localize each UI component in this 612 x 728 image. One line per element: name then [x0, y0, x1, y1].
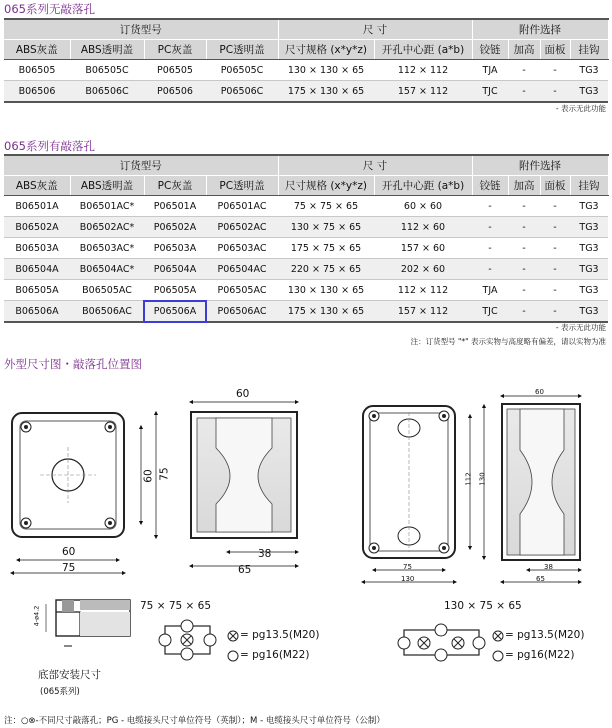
table-cell: TJA: [472, 60, 508, 81]
table-cell: TG3: [570, 196, 608, 217]
column-header: ABS透明盖: [70, 176, 144, 196]
column-header: 开孔中心距 (a*b): [374, 176, 472, 196]
group-header-order: 订货型号: [4, 155, 278, 176]
column-header: PC灰盖: [144, 40, 206, 60]
table-cell: TG3: [570, 259, 608, 280]
table-cell: 175 × 75 × 65: [278, 238, 374, 259]
legend-pg135-small: = pg13.5(M20): [240, 629, 320, 641]
table-cell: P06503AC: [206, 238, 278, 259]
column-header: 铰链: [472, 40, 508, 60]
base-mount-series: (065系列): [40, 687, 80, 697]
large-front-dim-75: 75: [403, 563, 412, 571]
base-mounting-detail: [46, 600, 130, 646]
column-header: 尺寸规格 (x*y*z): [278, 176, 374, 196]
table-cell: -: [540, 301, 570, 323]
table-cell: -: [472, 217, 508, 238]
table-cell: B06506C: [70, 81, 144, 103]
column-header: ABS透明盖: [70, 40, 144, 60]
table-cell: -: [540, 280, 570, 301]
table-cell: 220 × 75 × 65: [278, 259, 374, 280]
legend-pg16-small: = pg16(M22): [240, 649, 310, 661]
column-header: PC灰盖: [144, 176, 206, 196]
large-box-front-view: [363, 406, 484, 582]
large-box-side-view: [502, 396, 580, 582]
table-cell: B06501A: [4, 196, 70, 217]
knockout-diagram-large: [398, 624, 485, 661]
table-cell: -: [540, 259, 570, 280]
table-cell: P06506: [144, 81, 206, 103]
table-cell: B06506A: [4, 301, 70, 323]
table-cell: -: [508, 238, 540, 259]
table-cell: P06505: [144, 60, 206, 81]
table-cell: P06503A: [144, 238, 206, 259]
table-cell: TG3: [570, 238, 608, 259]
table-cell: 202 × 60: [374, 259, 472, 280]
column-header: 加高: [508, 176, 540, 196]
table-cell: 157 × 112: [374, 301, 472, 323]
table-cell: B06503A: [4, 238, 70, 259]
group-header-size: 尺 寸: [278, 19, 472, 40]
knockout-small-title: 75 × 75 × 65: [140, 600, 212, 612]
table-cell: -: [540, 217, 570, 238]
table-cell: -: [472, 238, 508, 259]
drawings-title: 外型尺寸图・敲落孔位置图: [4, 357, 142, 371]
table-cell: TJC: [472, 301, 508, 323]
column-header: 尺寸规格 (x*y*z): [278, 40, 374, 60]
small-box-front-view: [12, 413, 156, 573]
table-cell: 175 × 130 × 65: [278, 81, 374, 103]
table-cell: TG3: [570, 81, 608, 103]
base-mount-label: 底部安装尺寸: [38, 669, 101, 681]
table-cell: P06505A: [144, 280, 206, 301]
table-cell: 60 × 60: [374, 196, 472, 217]
table-cell: 112 × 112: [374, 280, 472, 301]
small-front-dim-height-outer: 75: [158, 467, 171, 481]
table-cell: B06502A: [4, 217, 70, 238]
table-cell: TG3: [570, 60, 608, 81]
table-cell: B06505AC: [70, 280, 144, 301]
highlighted-cell: P06506A: [144, 301, 206, 323]
large-side-dim-38: 38: [544, 563, 553, 571]
column-header: PC透明盖: [206, 40, 278, 60]
small-side-dim-38: 38: [258, 548, 272, 560]
table-cell: 157 × 60: [374, 238, 472, 259]
small-side-dim-65: 65: [238, 564, 252, 576]
table-cell: -: [508, 60, 540, 81]
column-header: 开孔中心距 (a*b): [374, 40, 472, 60]
group-header-accessories: 附件选择: [472, 155, 608, 176]
table-cell: P06502AC: [206, 217, 278, 238]
legend-pg16-large: = pg16(M22): [505, 649, 575, 661]
table-cell: P06504A: [144, 259, 206, 280]
knockout-large-title: 130 × 75 × 65: [444, 600, 522, 612]
legend-pg135-large: = pg13.5(M20): [505, 629, 585, 641]
group-header-order: 订货型号: [4, 19, 278, 40]
table-cell: TJC: [472, 81, 508, 103]
table-cell: 75 × 75 × 65: [278, 196, 374, 217]
table-cell: -: [540, 81, 570, 103]
column-header: 铰链: [472, 176, 508, 196]
large-front-dim-112: 112: [464, 472, 473, 486]
section2-note2: 注：订货型号 "*" 表示实物与高度略有偏差，请以实物为准: [410, 337, 606, 346]
column-header: 面板: [540, 40, 570, 60]
table-cell: B06504AC*: [70, 259, 144, 280]
base-hole-dim: 4-ø4.2: [32, 605, 41, 627]
table-cell: B06505: [4, 60, 70, 81]
large-front-dim-130: 130: [401, 575, 415, 583]
section1-title: 065系列无敲落孔: [4, 2, 95, 16]
column-header: ABS灰盖: [4, 176, 70, 196]
table-cell: P06501AC: [206, 196, 278, 217]
table-cell: 175 × 130 × 65: [278, 301, 374, 323]
section2-title: 065系列有敲落孔: [4, 139, 95, 153]
large-side-dim-top: 60: [535, 388, 544, 396]
table-cell: -: [540, 238, 570, 259]
small-box-side-view: [191, 402, 297, 566]
table-cell: -: [508, 81, 540, 103]
column-header: PC透明盖: [206, 176, 278, 196]
table-cell: -: [540, 60, 570, 81]
table-cell: P06505C: [206, 60, 278, 81]
table-cell: TG3: [570, 217, 608, 238]
table-cell: P06505AC: [206, 280, 278, 301]
table-cell: B06504A: [4, 259, 70, 280]
small-front-dim-height-inner: 60: [142, 469, 155, 483]
table-cell: P06506C: [206, 81, 278, 103]
table-cell: P06504AC: [206, 259, 278, 280]
column-header: 加高: [508, 40, 540, 60]
footer-note: 注：○⊗-不同尺寸敲落孔；PG - 电缆接头尺寸单位符号（英制）；M - 电缆接头尺寸单位符号（公制）: [4, 716, 385, 726]
table-cell: TJA: [472, 280, 508, 301]
table-cell: P06506AC: [206, 301, 278, 323]
group-header-size: 尺 寸: [278, 155, 472, 176]
table-cell: -: [508, 301, 540, 323]
table-cell: -: [472, 259, 508, 280]
small-side-dim-top: 60: [236, 388, 250, 400]
table-cell: -: [540, 196, 570, 217]
small-front-dim-width-outer: 75: [62, 562, 76, 574]
column-header: ABS灰盖: [4, 40, 70, 60]
table-cell: P06502A: [144, 217, 206, 238]
table-cell: -: [508, 196, 540, 217]
section1-note: - 表示无此功能: [555, 104, 606, 113]
column-header: 挂钩: [570, 176, 608, 196]
table-cell: B06503AC*: [70, 238, 144, 259]
table-cell: 112 × 60: [374, 217, 472, 238]
large-side-dim-65: 65: [536, 575, 545, 583]
table-cell: 130 × 75 × 65: [278, 217, 374, 238]
group-header-accessories: 附件选择: [472, 19, 608, 40]
knockout-diagram-small: [159, 620, 216, 660]
table-cell: B06506AC: [70, 301, 144, 323]
table-cell: 130 × 130 × 65: [278, 60, 374, 81]
column-header: 面板: [540, 176, 570, 196]
table-cell: P06501A: [144, 196, 206, 217]
table-cell: B06505A: [4, 280, 70, 301]
small-front-dim-width-inner: 60: [62, 546, 76, 558]
table-cell: 157 × 112: [374, 81, 472, 103]
table-cell: B06502AC*: [70, 217, 144, 238]
table-cell: 130 × 130 × 65: [278, 280, 374, 301]
table-cell: TG3: [570, 280, 608, 301]
table-cell: B06505C: [70, 60, 144, 81]
large-front-dim-130v: 130: [478, 472, 487, 486]
table-cell: -: [508, 280, 540, 301]
table-cell: B06501AC*: [70, 196, 144, 217]
table-cell: -: [472, 196, 508, 217]
table-cell: TG3: [570, 301, 608, 323]
table-cell: 112 × 112: [374, 60, 472, 81]
table-cell: -: [508, 259, 540, 280]
section2-note1: - 表示无此功能: [555, 323, 606, 332]
column-header: 挂钩: [570, 40, 608, 60]
table-cell: -: [508, 217, 540, 238]
table-cell: B06506: [4, 81, 70, 103]
